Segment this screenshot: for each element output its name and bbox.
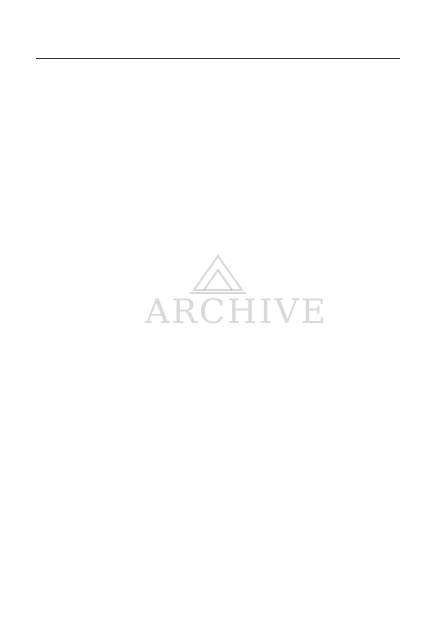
body-text [28,70,409,622]
top-rule [36,58,400,59]
watermark: ARCHIVE [145,292,328,332]
